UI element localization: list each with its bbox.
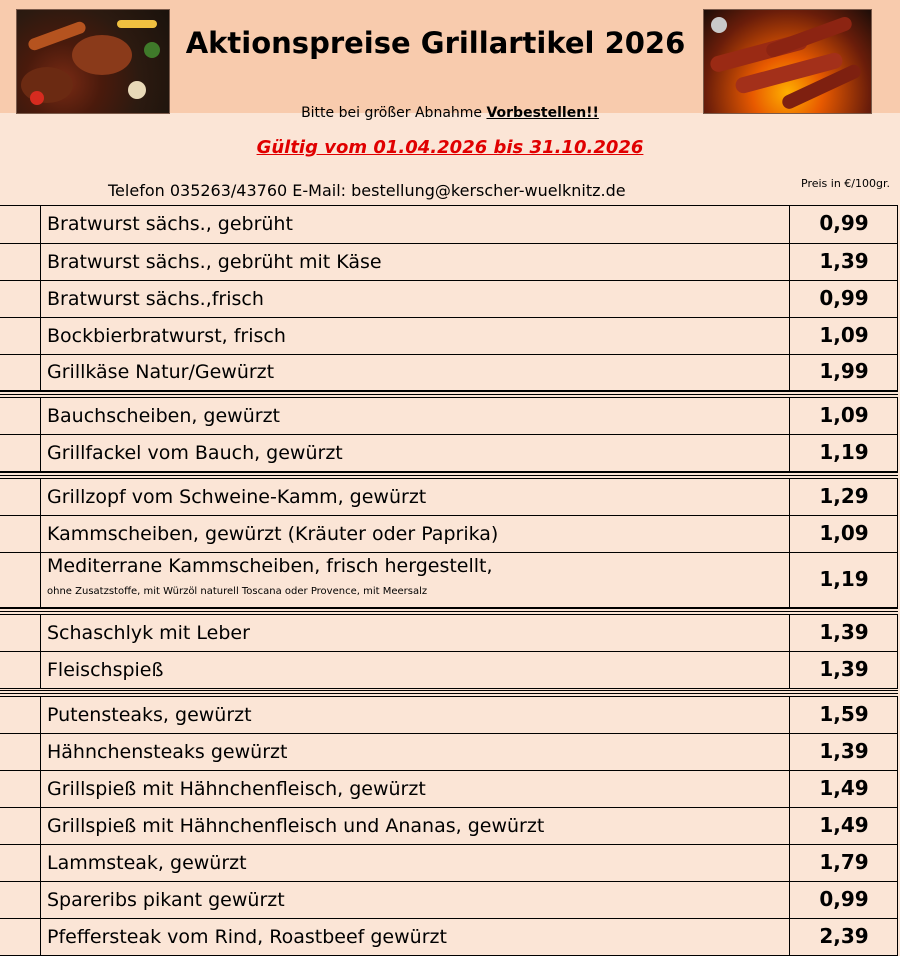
item-name: Grillspieß mit Hähnchenfleisch und Ananas, gewürzt [47, 814, 545, 837]
item-name: Pfeffersteak vom Rind, Roastbeef gewürzt [47, 925, 447, 948]
row-marker-cell [0, 808, 41, 844]
row-marker-cell [0, 435, 41, 471]
price-unit-label: Preis in €/100gr. [801, 177, 890, 190]
item-price: 1,39 [819, 656, 869, 681]
group-separator [0, 472, 898, 476]
item-name: Grillspieß mit Hähnchenfleisch, gewürzt [47, 777, 426, 800]
item-name: Bratwurst sächs., gebrüht [47, 213, 293, 235]
item-name: Bratwurst sächs.,frisch [47, 287, 264, 310]
item-price: 1,19 [819, 439, 869, 464]
item-price: 1,39 [819, 738, 869, 763]
page-title: Aktionspreise Grillartikel 2026 [185, 26, 686, 60]
row-marker-cell [0, 318, 41, 354]
row-marker-cell [0, 845, 41, 881]
row-marker-cell [0, 882, 41, 918]
row-marker-cell [0, 355, 41, 390]
group-separator [0, 690, 898, 694]
item-name: Fleischspieß [47, 658, 164, 681]
item-name: Lammsteak, gewürzt [47, 851, 247, 874]
item-name: Bauchscheiben, gewürzt [47, 404, 281, 427]
item-price: 0,99 [819, 886, 869, 911]
item-name: Spareribs pikant gewürzt [47, 888, 285, 911]
item-price: 1,19 [819, 566, 869, 591]
item-name: Kammscheiben, gewürzt (Kräuter oder Paprika) [47, 522, 499, 545]
item-price: 1,09 [819, 322, 869, 347]
preorder-note-text: Bitte bei größer Abnahme [301, 105, 487, 121]
group-separator [0, 391, 898, 395]
row-marker-cell [0, 919, 41, 955]
row-marker-cell [0, 553, 41, 607]
item-name: Bockbierbratwurst, frisch [47, 324, 286, 347]
item-price: 1,79 [819, 849, 869, 874]
row-marker-cell [0, 615, 41, 651]
item-price: 0,99 [819, 211, 869, 235]
item-price: 1,29 [819, 483, 869, 508]
item-name: Mediterrane Kammscheiben, frisch hergestellt, [47, 555, 493, 577]
item-price: 1,59 [819, 701, 869, 726]
row-marker-cell [0, 479, 41, 515]
row-marker-cell [0, 652, 41, 688]
row-marker-cell [0, 398, 41, 434]
item-name: Bratwurst sächs., gebrüht mit Käse [47, 250, 382, 273]
item-name: Hähnchensteaks gewürzt [47, 740, 288, 763]
row-marker-cell [0, 281, 41, 317]
item-name: Grillzopf vom Schweine-Kamm, gewürzt [47, 485, 427, 508]
row-marker-cell [0, 206, 41, 243]
item-price: 0,99 [819, 285, 869, 310]
row-marker-cell [0, 516, 41, 552]
validity-period: Gültig vom 01.04.2026 bis 31.10.2026 [256, 137, 644, 158]
item-price: 2,39 [819, 923, 869, 948]
row-marker-cell [0, 734, 41, 770]
item-name: Grillfackel vom Bauch, gewürzt [47, 441, 343, 464]
item-name: Grillkäse Natur/Gewürzt [47, 361, 275, 383]
row-marker-cell [0, 244, 41, 280]
item-price: 1,39 [819, 248, 869, 273]
item-price: 1,39 [819, 619, 869, 644]
row-marker-cell [0, 697, 41, 733]
item-note: ohne Zusatzstoffe, mit Würzöl naturell Toscana oder Provence, mit Meersalz [47, 586, 428, 597]
item-price: 1,09 [819, 520, 869, 545]
item-price: 1,49 [819, 775, 869, 800]
group-separator [0, 608, 898, 612]
item-price: 1,49 [819, 812, 869, 837]
row-marker-cell [0, 771, 41, 807]
item-price: 1,99 [819, 359, 869, 383]
item-name: Putensteaks, gewürzt [47, 703, 252, 726]
preorder-emphasis: Vorbestellen!! [486, 105, 599, 121]
contact-info: Telefon 035263/43760 E-Mail: bestellung@kerscher-wuelknitz.de [108, 181, 626, 200]
item-name: Schaschlyk mit Leber [47, 621, 250, 644]
item-price: 1,09 [819, 402, 869, 427]
